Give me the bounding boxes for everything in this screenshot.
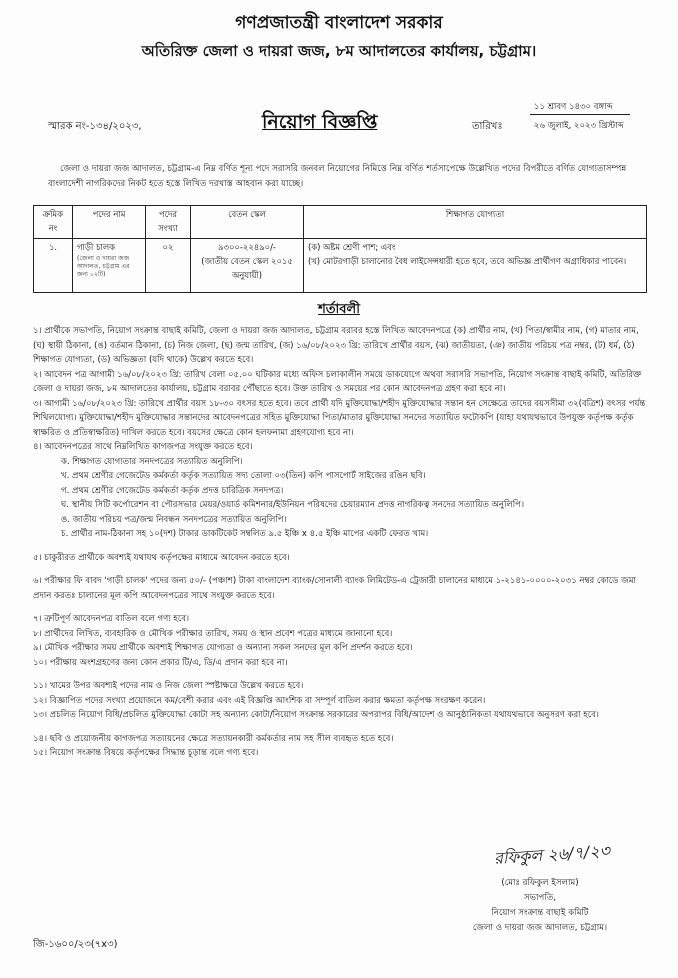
term-item: ১৩। প্রচলিত নিয়োগ বিধি/প্রচলিত মুক্তিযোদ্ধা কোটা সহ অন্যান্য কোটা/নিয়োগ সংক্রান্ত সরকারের অপরাপর বিধি/আদেশ ও আনুষ্ঠানিকতা যথাযথভাবে অনুসরণ করা হবে। — [33, 710, 599, 720]
signatory-role: সভাপতি, — [523, 893, 557, 903]
term-subitem: গ. প্রথম শ্রেণীর গেজেটেড কর্মকর্তা কর্তৃক প্রদত্ত চারিত্রিক সনদপত্র। — [61, 485, 284, 496]
terms-list — [33, 324, 653, 761]
memo-number: স্মারক নং-১৩৪/২০২৩, — [48, 121, 142, 132]
term-item: ৩। আগামী ১৬/০৮/২০২৩ খ্রি: তারিখে প্রার্থীর বয়স ১৮-৩০ বৎসর হতে হবে। তবে প্রার্থী যদি মুক্তিযোদ্ধা/শহীদ মুক্তিযোদ্ধার সন্তান হন সেক্ষেত্রে তাদের বয়সসীমা ৩২(বত্রিশ) বৎসর পর্যন্ত শিথিলযোগ্য। মুক্তিযোদ্ধা/শহীদ মুক্তিযোদ্ধার সন্তানদের আবেদনপত্রের সহিত মুক্তিযোদ্ধা পিতা/মাতার মুক্তিযোদ্ধা সনদের সত্যায়িত ফটোকপি (যাহা যথাযথভাবে উপযুক্ত কর্তৃপক্ষ কর্তৃক স্বাক্ষরিত ও প্রতিস্বাক্ষরিত) দাখিল করতে হবে। বয়সের ক্ষেত্রে কোন হলফনামা গ্রহণযোগ্য হবে না। — [33, 398, 646, 438]
term-subitem: ক. শিক্ষাগত যোগ্যতার সনদপত্রের সত্যায়িত অনুলিপি। — [61, 456, 243, 467]
term-item: ৬। পরীক্ষার ফি বাবদ 'গাড়ী চালক' পদের জন্য ৫০/- (পঞ্চাশ) টাকা বাংলাদেশ ব্যাংক/সোনালী ব্যাংক লিমিটেড-এ ট্রেজারী চালানের মাধ্যমে ১-২১৪১-০০০০-২০৩১ নম্বর কোডে জমা প্রদান করতঃ চালানের মূল কপি আবেদনপত্রের সাথে সংযুক্ত করতে হবে। — [33, 576, 636, 601]
table-header: পদের নাম — [73, 206, 146, 239]
post-note: (জেলা ও দায়রা জজ আদালত, চট্টগ্রাম এর জন্য ০২টি) — [77, 255, 130, 278]
signatory-name: (মোঃ রফিকুল ইসলাম) — [501, 878, 579, 888]
term-item: ১২। বিজ্ঞাপিত পদের সংখ্যা প্রয়োজনে কম/বেশী করার এবং এই বিজ্ঞপ্তি আংশিক বা সম্পূর্ণ বাতিল করার ক্ষমতা কর্তৃপক্ষ সংরক্ষণ করেন। — [33, 695, 486, 706]
date-divider — [530, 114, 630, 115]
qualification-1: (ক) অষ্টম শ্রেণী পাশ; এবং — [308, 242, 396, 252]
term-subitem: খ. প্রথম শ্রেণীর গেজেটেড কর্মকর্তা কর্তৃক সত্যায়িত সদ্য তোলা ০৩(তিন) কপি পাসপোর্ট সাইজের রঙিন ছবি। — [61, 471, 426, 481]
term-item: ৫। চাকুরীরত প্রার্থীকে অবশ্যই যথাযথ কর্তৃপক্ষের মাধ্যমে আবেদন করতে হবে। — [33, 552, 290, 563]
signatory-court: জেলা ও দায়রা জজ আদালত, চট্টগ্রাম। — [472, 923, 608, 933]
term-item: ২। আবেদন পত্র আগামী ১৬/০৮/২০২৩ খ্রি: তারিখ বেলা ০৫.০০ ঘটিকার মধ্যে অফিস চলাকালীন সময়ে ডাকযোগে অথবা সরাসরি সভাপতি, নিয়োগ সংক্রান্ত বাছাই কমিটি, অতিরিক্ত জেলা ও দায়রা জজ, ৮ম আদালতের কার্যালয়, চট্টগ্রাম বরাবর পৌঁছাতে হবে। উক্ত তারিখ ও সময়ের পর কোন আবেদনপত্র গ্রহণ করা হবে না। — [33, 369, 642, 394]
date-english: ২৬ জুলাই, ২০২৩ খ্রিস্টাব্দ — [534, 121, 624, 131]
vacancy-table — [33, 205, 647, 293]
government-heading: গণপ্রজাতন্ত্রী বাংলাদেশ সরকার — [235, 13, 443, 33]
date-bangla: ১১ শ্রাবণ ১৪৩০ বঙ্গাব্দ — [534, 102, 613, 112]
pay-scale-note: (জাতীয় বেতন স্কেল ২০১৫ অনুযায়ী) — [201, 256, 293, 280]
scale-cell — [191, 239, 304, 293]
date-label: তারিখঃ — [472, 121, 503, 132]
table-header: পদের সংখ্যা — [146, 206, 191, 239]
table-header: বেতন স্কেল — [191, 206, 304, 239]
serial-cell: ১. — [34, 239, 73, 293]
term-item: ৯। মৌখিক পরীক্ষার সময় প্রার্থীকে অবশ্যই শিক্ষাগত যোগ্যতা ও অন্যান্য সকল সনদের মূল কপি প্রদর্শন করতে হবে। — [33, 643, 413, 653]
table-header: শিক্ষাগত যোগ্যতা — [304, 206, 647, 239]
term-item: ১০। পরীক্ষায় অংশগ্রহণের জন্য কোন প্রকার টি/এ, ডি/এ প্রদান করা হবে না। — [33, 657, 288, 668]
page-title: নিয়োগ বিজ্ঞপ্তি — [262, 111, 378, 133]
term-item: ৭। ত্রুটিপূর্ণ আবেদনপত্র বাতিল বলে গণ্য হবে। — [33, 614, 190, 624]
term-subitem: চ. প্রার্থীর নাম-ঠিকানা সহ ১০(দশ) টাকার ডাকটিকেট সম্বলিত ৯.৫ ইঞ্চি x ৪.৫ ইঞ্চি মাপের একটি ফেরত খাম। — [61, 529, 429, 539]
intro-paragraph: জেলা ও দায়রা জজ আদালত, চট্টগ্রাম-এ নিম্ন বর্ণিত শূন্য পদে সরাসরি জনবল নিয়োগের নিমিত্তে নিম্ন বর্ণিত শর্তসাপেক্ষে উল্লেখিত পদের বিপরীতে বর্ণিত যোগ্যতাসম্পন্ন বাংলাদেশী নাগরিকদের নিকট হতে হস্তে লিখিত দরখাস্ত আহবান করা যাচ্ছে। — [48, 163, 627, 189]
office-heading: অতিরিক্ত জেলা ও দায়রা জজ, ৮ম আদালতের কার্যালয়, চট্টগ্রাম। — [141, 42, 537, 60]
terms-heading: শর্তাবলী — [318, 302, 360, 317]
signature-block — [440, 876, 640, 936]
qualification-2: (খ) মোটরগাড়ী চালানোর বৈধ লাইসেন্সধারী হতে হবে, তবে অভিজ্ঞ প্রার্থীগণ অগ্রাধিকার পাবেন। — [308, 256, 627, 266]
term-item: ৮। প্রার্থীদের লিখিত, ব্যবহারিক ও মৌখিক পরীক্ষার তারিখ, সময় ও স্থান প্রবেশ পত্রের মাধ্যমে জানানো হবে। — [33, 628, 393, 639]
post-name: গাড়ী চালক — [77, 242, 116, 252]
qualification-cell — [304, 239, 647, 293]
term-item: ১। প্রার্থীকে সভাপতি, নিয়োগ সংক্রান্ত বাছাই কমিটি, জেলা ও দায়রা জজ আদালত, চট্টগ্রাম বরাবর হস্তে লিখিত আবেদনপত্রে (ক) প্রার্থীর নাম, (খ) পিতা/স্বামীর নাম, (গ) মাতার নাম, (ঘ) স্থায়ী ঠিকানা, (ঙ) বর্তমান ঠিকানা, (চ) নিজ জেলা, (ছ) জন্ম তারিখ, (জ) ১৬/০৮/২০২৩ খ্রি: তারিখে প্রার্থীর বয়স, (ঝ) জাতীয়তা, (ঞ) জাতীয় পরিচয় পত্র নম্বর, (ট) ধর্ম, (ঠ) শিক্ষাগত যোগ্যতা, (ড) অভিজ্ঞতা (যদি থাকে) উল্লেখ করতে হবে। — [33, 326, 639, 365]
table-row — [34, 239, 647, 293]
term-subitem: ঘ. স্থানীয় সিটি কর্পোরেশন বা পৌরসভার মেয়র/ওয়ার্ড কমিশনার/ইউনিয়ন পরিষদের চেয়ারম্যান প্রদত্ত নাগরিকত্ব সনদের সত্যায়িত অনুলিপি। — [61, 500, 524, 510]
count-cell: ০২ — [146, 239, 191, 293]
signatory-committee: নিয়োগ সংক্রান্ত বাছাই কমিটি — [491, 908, 589, 918]
term-item: ১১। খামের উপর অবশ্যই পদের নাম ও নিজ জেলা স্পষ্টাক্ষরে উল্লেখ করতে হবে। — [33, 681, 304, 691]
post-cell — [73, 239, 146, 293]
table-header: ক্রমিক নং — [34, 206, 73, 239]
term-item: ১৪। ছবি ও প্রয়োজনীয় কাগজপত্র সত্যায়নের ক্ষেত্রে সত্যায়নকারী কর্মকর্তার নাম সহ সীল ব্যবহৃত হতে হবে। — [33, 733, 394, 744]
table-header-row — [34, 206, 647, 239]
pay-scale: ৯৩০০-২২৪৯০/- — [218, 242, 276, 252]
handwritten-signature: রফিকুল ২৬/৭/২৩ — [493, 840, 611, 869]
term-subitem: ঙ. জাতীয় পরিচয় পত্র/জন্ম নিবন্ধন সনদপত্রের সত্যায়িত অনুলিপি। — [61, 514, 287, 525]
term-item: ১৫। নিয়োগ সংক্রান্ত বিষয়ে কর্তৃপক্ষের সিদ্ধান্ত চূড়ান্ত বলে গণ্য হবে। — [33, 748, 259, 758]
term-item: ৪। আবেদনপত্রের সাথে নিম্নলিখিত কাগজপত্র সংযুক্ত করতে হবে। — [33, 442, 253, 452]
footer-code: জি-১৬০০/২৩(৭x৩) — [33, 939, 118, 950]
